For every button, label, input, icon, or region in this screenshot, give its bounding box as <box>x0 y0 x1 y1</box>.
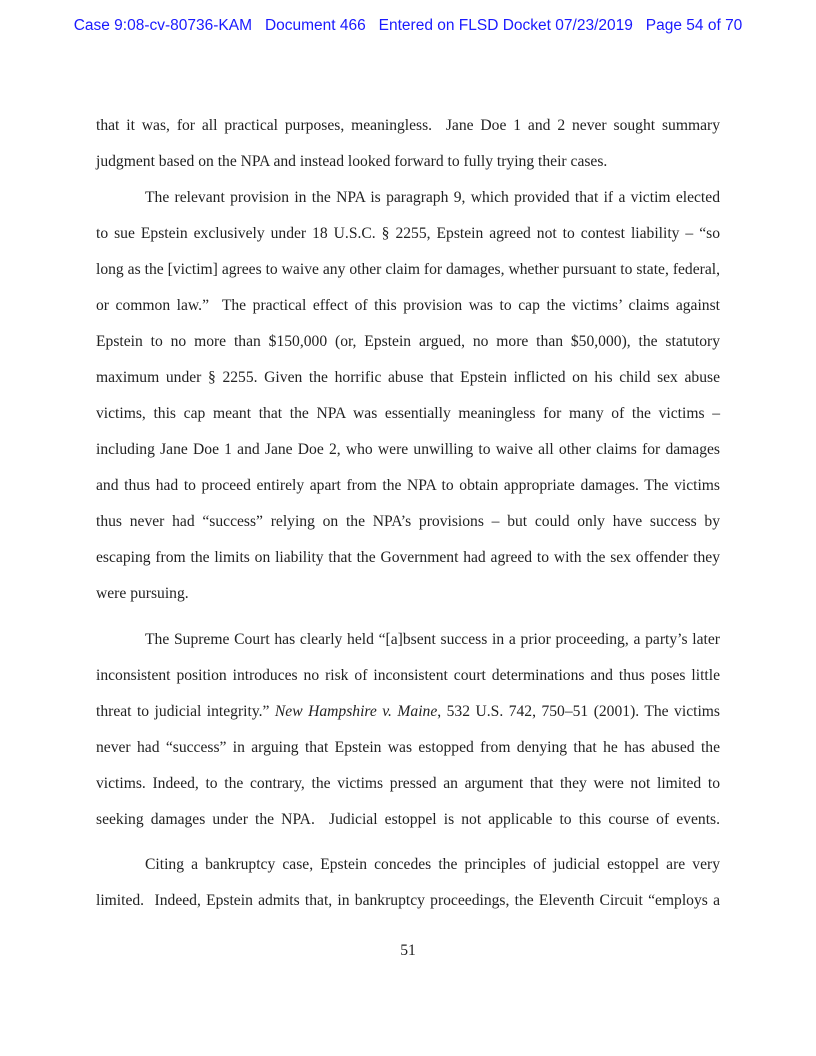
text-line <box>145 189 720 207</box>
text-segment: Citing a bankruptcy case, Epstein concedes the principles of judicial estoppel are very <box>145 856 720 873</box>
text-line <box>96 405 720 423</box>
text-segment: or common law.” The practical effect of this provision was to cap the victims’ claims against <box>96 297 720 314</box>
text-line <box>145 856 720 874</box>
text-segment: The relevant provision in the NPA is paragraph 9, which provided that if a victim elected <box>145 189 720 206</box>
text-line <box>96 369 720 387</box>
text-line <box>96 117 720 135</box>
docket-header: Case 9:08-cv-80736-KAM Document 466 Entered on FLSD Docket 07/23/2019 Page 54 of 70 <box>73 17 743 34</box>
text-line <box>96 225 720 243</box>
text-segment: seeking damages under the NPA. Judicial estoppel is not applicable to this course of events. <box>96 811 720 828</box>
text-segment: to sue Epstein exclusively under 18 U.S.C. § 2255, Epstein agreed not to contest liability – “so <box>96 225 720 242</box>
text-line <box>96 441 720 459</box>
text-segment: long as the [victim] agrees to waive any other claim for damages, whether pursuant to state, federal, <box>96 261 720 278</box>
text-line <box>96 775 720 793</box>
text-segment: thus never had “success” relying on the NPA’s provisions – but could only have success by <box>96 513 720 530</box>
text-line <box>96 892 720 910</box>
text-line <box>96 585 720 603</box>
text-segment: inconsistent position introduces no risk of inconsistent court determinations and thus poses little <box>96 667 720 684</box>
text-segment: were pursuing. <box>96 585 189 602</box>
text-segment: , 532 U.S. 742, 750–51 (2001). The victims <box>437 703 720 720</box>
text-segment: never had “success” in arguing that Epstein was estopped from denying that he has abused the <box>96 739 720 756</box>
text-line <box>96 811 720 829</box>
page-number: 51 <box>400 942 416 959</box>
text-segment: and thus had to proceed entirely apart from the NPA to obtain appropriate damages. The victims <box>96 477 720 494</box>
text-line <box>96 667 720 685</box>
text-segment: threat to judicial integrity.” <box>96 703 275 720</box>
text-line <box>96 261 720 279</box>
text-line <box>96 703 720 721</box>
text-line <box>96 297 720 315</box>
text-segment: maximum under § 2255. Given the horrific abuse that Epstein inflicted on his child sex abuse <box>96 369 720 386</box>
text-segment: that it was, for all practical purposes, meaningless. Jane Doe 1 and 2 never sought summary <box>96 117 720 134</box>
case-citation: New Hampshire v. Maine <box>274 703 438 720</box>
text-line <box>96 549 720 567</box>
text-line <box>145 631 720 649</box>
text-line <box>96 333 720 351</box>
text-line <box>96 513 720 531</box>
text-segment: limited. Indeed, Epstein admits that, in bankruptcy proceedings, the Eleventh Circuit “employs a <box>96 892 720 909</box>
text-segment: victims. Indeed, to the contrary, the victims pressed an argument that they were not limited to <box>96 775 720 792</box>
text-segment: escaping from the limits on liability that the Government had agreed to with the sex offender they <box>96 549 720 566</box>
text-segment: Epstein to no more than $150,000 (or, Epstein argued, no more than $50,000), the statutory <box>96 333 720 350</box>
text-segment: The Supreme Court has clearly held “[a]bsent success in a prior proceeding, a party’s later <box>145 631 720 648</box>
text-segment: including Jane Doe 1 and Jane Doe 2, who were unwilling to waive all other claims for damages <box>96 441 720 458</box>
text-segment: judgment based on the NPA and instead looked forward to fully trying their cases. <box>96 153 608 170</box>
text-segment: victims, this cap meant that the NPA was essentially meaningless for many of the victims – <box>96 405 720 422</box>
text-line <box>96 477 720 495</box>
text-line <box>96 739 720 757</box>
text-line <box>96 153 720 171</box>
